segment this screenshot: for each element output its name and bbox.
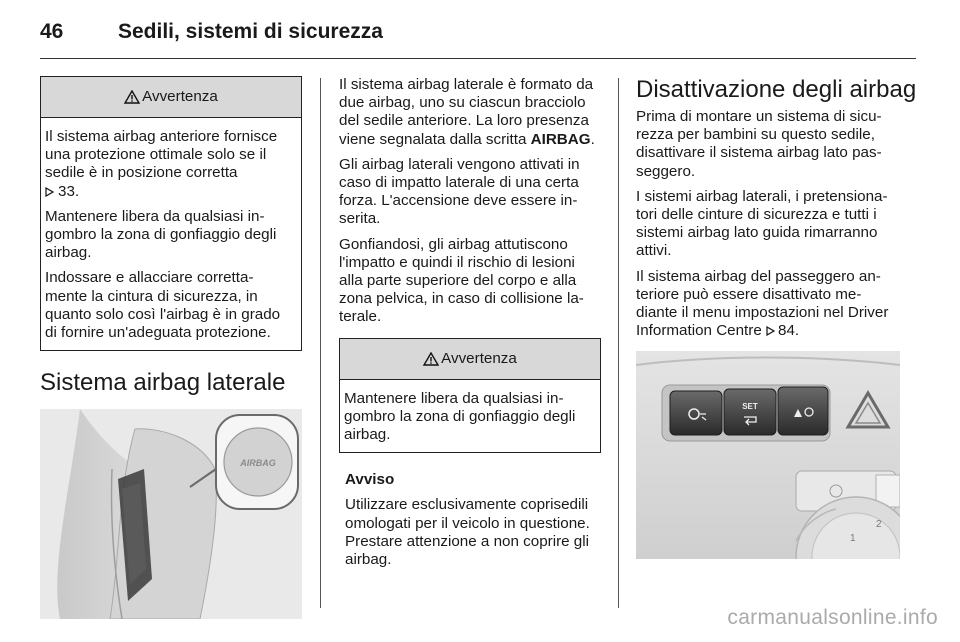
chapter-title: Sedili, sistemi di sicurezza <box>118 20 383 43</box>
warning-triangle-icon <box>124 90 140 104</box>
header-divider <box>40 58 916 59</box>
note-title: Avviso <box>345 471 395 489</box>
paragraph: Prima di montare un sistema di sicu- rezza per bambini su questo sedile, disattivare il sistema airbag lato pas- seggero. <box>636 108 882 180</box>
warning-paragraph: Indossare e allacciare corretta- mente la cintura di sicurezza, in quanto solo così l'airbag è in grado di fornire un'adeguata protezione. <box>45 269 281 342</box>
page-reference-icon <box>45 187 54 197</box>
paragraph <box>339 76 601 149</box>
page-reference-icon <box>766 326 775 336</box>
warning-paragraph: Mantenere libera da qualsiasi in- gombro la zona di gonfiaggio degli airbag. <box>344 389 576 444</box>
warning-paragraph <box>45 128 297 201</box>
airbag-keyword: AIRBAG <box>530 130 591 148</box>
watermark: carmanualsonline.info <box>727 606 938 629</box>
column-1 <box>40 76 302 619</box>
warning-header <box>340 339 600 380</box>
page-reference[interactable]: 33. <box>58 182 80 200</box>
paragraph: Gonfiandosi, gli airbag attutiscono l'impatto e quindi il rischio di lesioni alla parte superiore del corpo e alla zona pelvica, in caso di collisione la- terale. <box>339 235 584 326</box>
column-2 <box>339 76 601 576</box>
note-body: Utilizzare esclusivamente coprisedili omologati per il veicolo in questione. Prestare attenzione a non coprire gli airbag. <box>345 496 590 569</box>
warning-box <box>40 76 302 351</box>
paragraph <box>636 268 904 341</box>
warning-header <box>41 77 301 118</box>
paragraph: Gli airbag laterali vengono attivati in caso di impatto laterale di una certa forza. L'accensione deve essere in- serita. <box>339 155 580 228</box>
note-block <box>339 471 601 569</box>
column-divider-1 <box>320 78 321 608</box>
warning-triangle-icon <box>423 352 439 366</box>
dial-number: 1 <box>850 533 856 545</box>
warning-paragraph: Mantenere libera da qualsiasi in- gombro la zona di gonfiaggio degli airbag. <box>45 207 277 262</box>
page-header <box>40 18 916 58</box>
column-3 <box>636 76 917 559</box>
paragraph-text: . <box>590 130 595 148</box>
paragraph: I sistemi airbag laterali, i pretensiona- tori delle cinture di sicurezza e tutti i sistemi airbag lato guida rimarranno attivi. <box>636 187 888 260</box>
airbag-label: AIRBAG <box>240 458 276 469</box>
dashboard-buttons-photo <box>636 351 900 559</box>
column-divider-2 <box>618 78 619 608</box>
dial-number: 2 <box>876 519 882 531</box>
paragraph-text: Il sistema airbag laterale è formato da due airbag, uno su ciascun bracciolo del sedile anteriore. La loro presenza viene segnalata dalla scritta <box>339 76 594 148</box>
paragraph-text: Il sistema airbag del passeggero an- teriore può essere disattivato me- diante il menu impostazioni nel Driver Information Centre <box>636 267 889 340</box>
warning-body <box>41 118 301 350</box>
side-airbag-photo <box>40 409 302 619</box>
warning-text: Il sistema airbag anteriore fornisce una protezione ottimale solo se il sedile è in posizione corretta <box>45 128 278 182</box>
page-number: 46 <box>40 20 64 43</box>
warning-title: Avvertenza <box>142 87 218 105</box>
section-title: Disattivazione degli airbag <box>636 76 917 103</box>
warning-title: Avvertenza <box>441 349 517 367</box>
page-reference[interactable]: 84. <box>778 322 800 340</box>
set-button-label: SET <box>742 402 758 412</box>
section-title: Sistema airbag laterale <box>40 369 286 397</box>
warning-box <box>339 338 601 454</box>
warning-body <box>340 380 600 453</box>
